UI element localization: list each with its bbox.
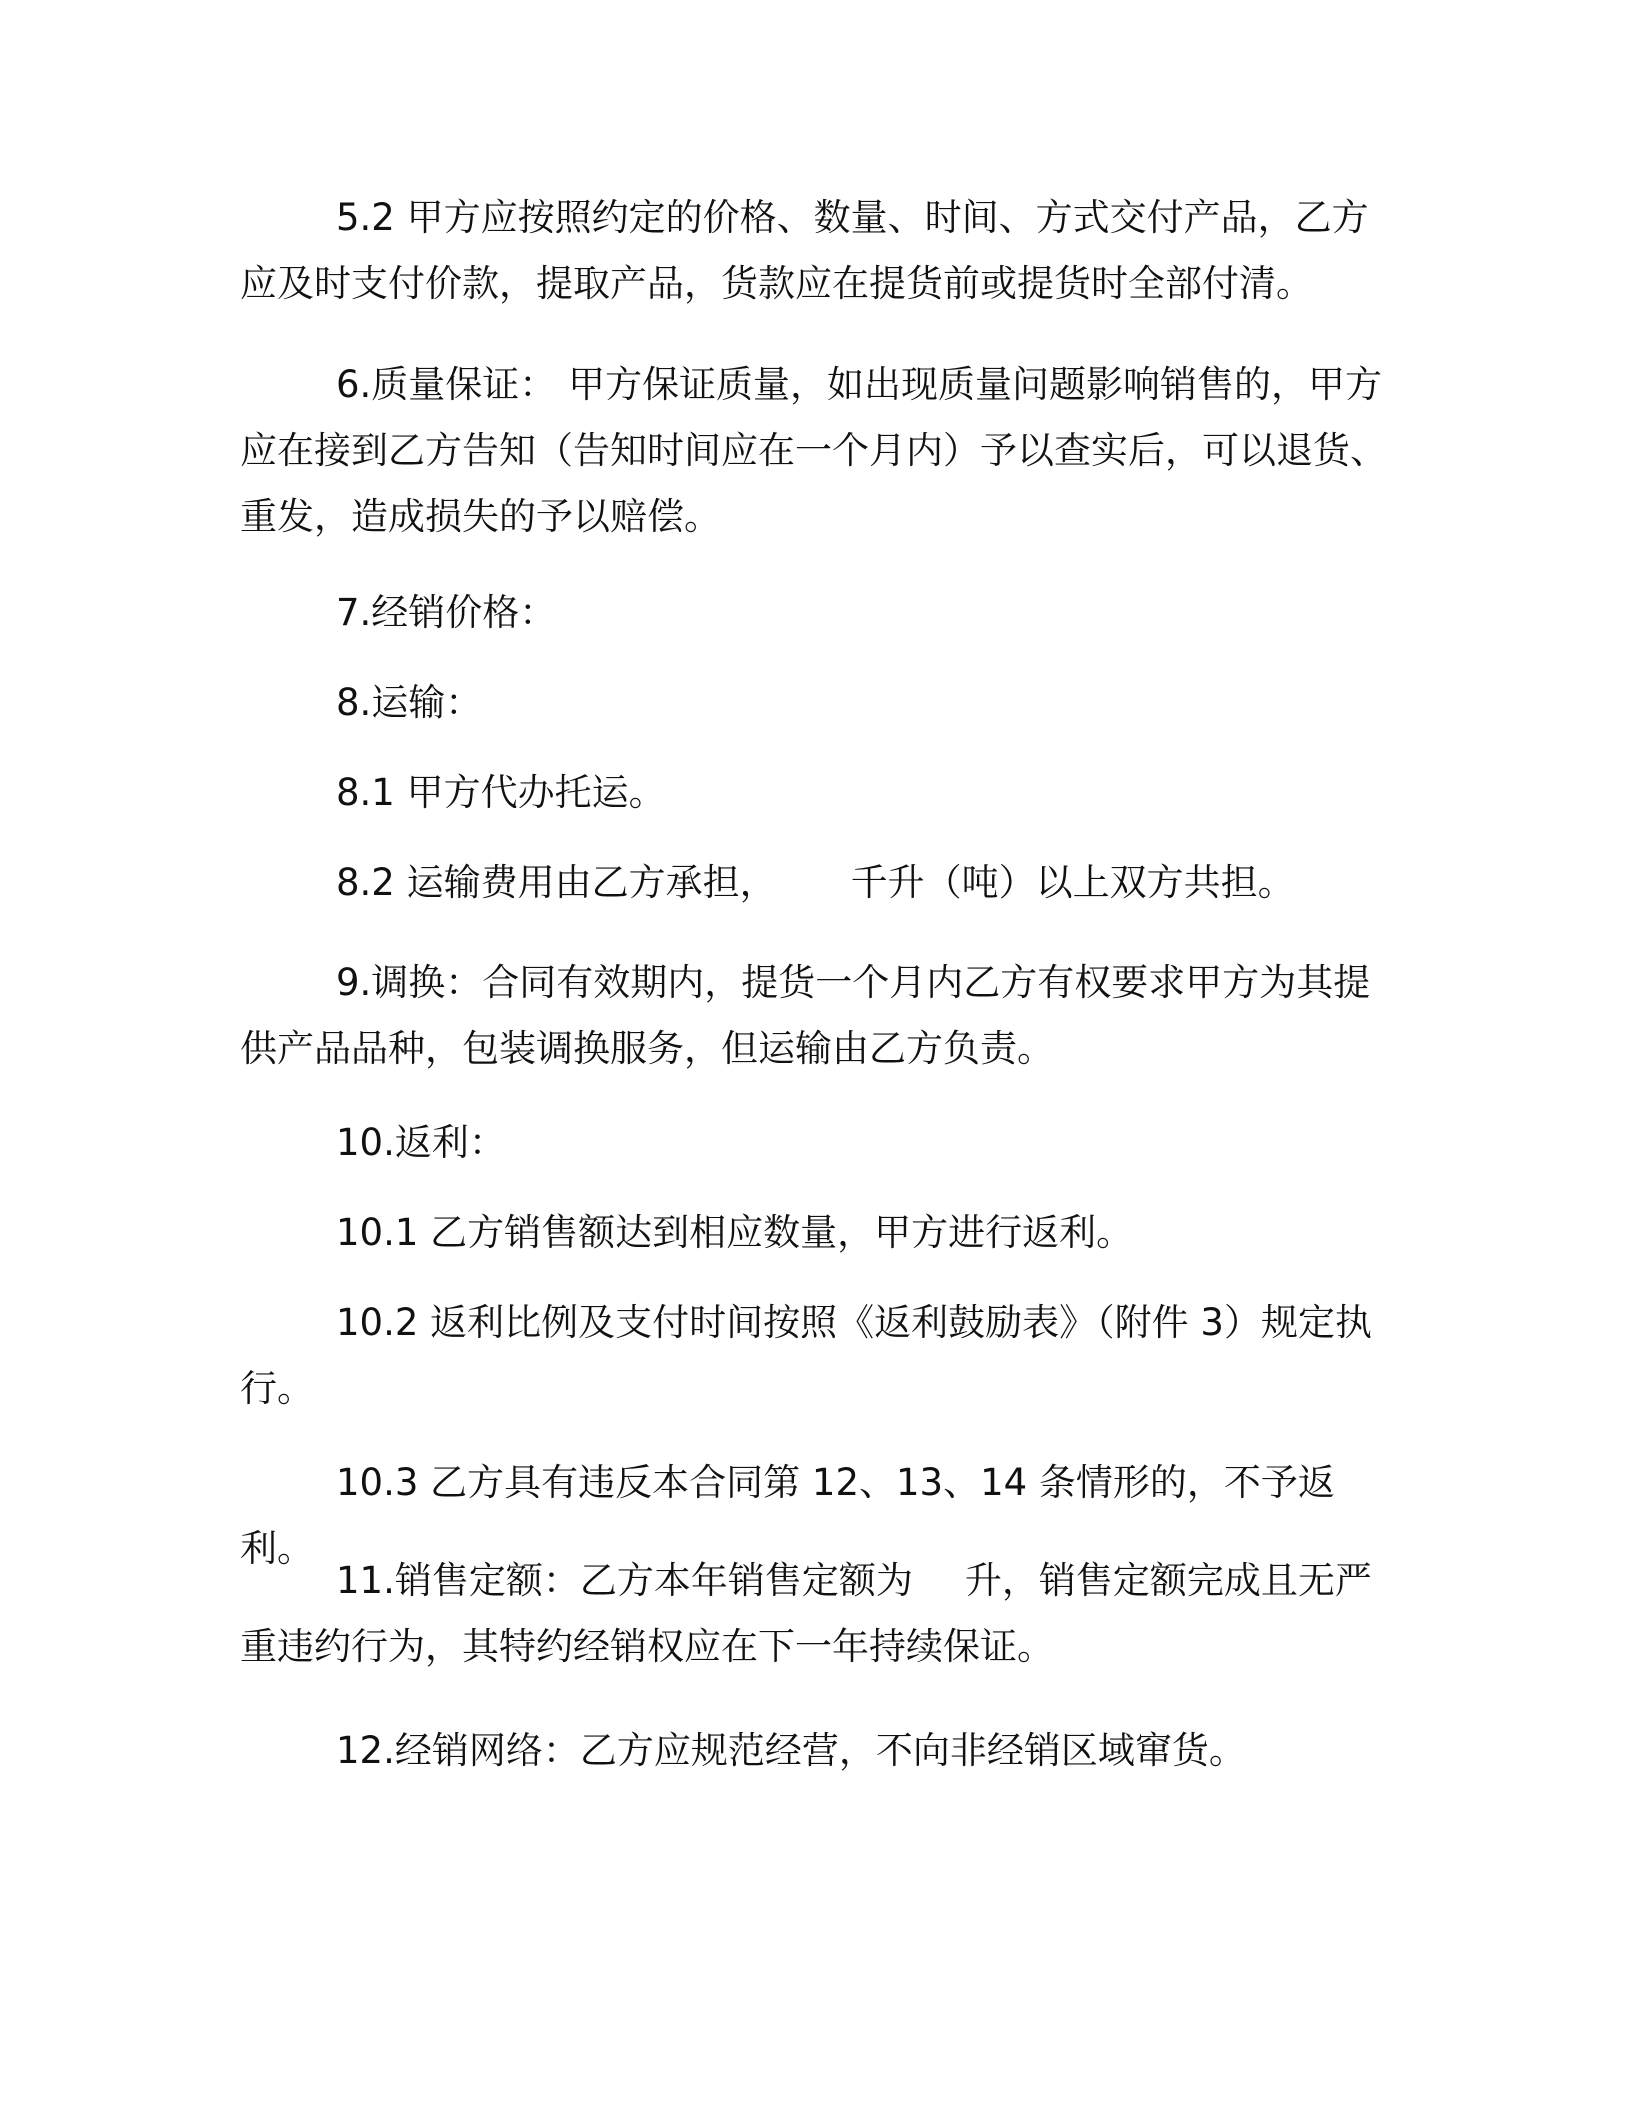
paragraph-10-2: 10.2 返利比例及支付时间按照《返利鼓励表》（附件 3）规定执行。 bbox=[240, 1301, 1372, 1410]
paragraph-6: 6.质量保证： 甲方保证质量，如出现质量问题影响销售的，甲方应在接到乙方告知（告知时间应在一个月内）予以查实后，可以退货、重发，造成损失的予以赔偿。 bbox=[240, 363, 1387, 538]
paragraph-8-2-before-blank: 8.2 运输费用由乙方承担， bbox=[336, 861, 777, 904]
paragraph-8-1: 8.1 甲方代办托运。 bbox=[336, 771, 666, 814]
paragraph-11-after-blank: 升，销售定额完成且无严重违约行为，其特约经销权应在下一年持续保证。 bbox=[240, 1559, 1372, 1668]
paragraph-10-1: 10.1 乙方销售额达到相应数量，甲方进行返利。 bbox=[336, 1211, 1134, 1254]
paragraph-5-2: 5.2 甲方应按照约定的价格、数量、时间、方式交付产品，乙方应及时支付价款，提取产品，货款应在提货前或提货时全部付清。 bbox=[240, 196, 1369, 305]
paragraph-7: 7.经销价格： bbox=[336, 591, 557, 634]
paragraph-11 bbox=[240, 1548, 1390, 1680]
paragraph-10: 10.返利： bbox=[336, 1121, 506, 1164]
paragraph-8: 8.运输： bbox=[336, 681, 483, 724]
paragraph-11-before-blank: 11.销售定额：乙方本年销售定额为 bbox=[336, 1559, 913, 1602]
paragraph-9: 9.调换：合同有效期内，提货一个月内乙方有权要求甲方为其提供产品品种，包装调换服务，但运输由乙方负责。 bbox=[240, 961, 1371, 1070]
paragraph-8-2-after-blank: 千升（吨）以上双方共担。 bbox=[850, 861, 1295, 904]
paragraph-8-2 bbox=[240, 850, 1390, 916]
paragraph-10-3: 10.3 乙方具有违反本合同第 12、13、14 条情形的，不予返利。 bbox=[240, 1461, 1335, 1570]
paragraph-12: 12.经销网络：乙方应规范经营，不向非经销区域窜货。 bbox=[336, 1729, 1246, 1772]
